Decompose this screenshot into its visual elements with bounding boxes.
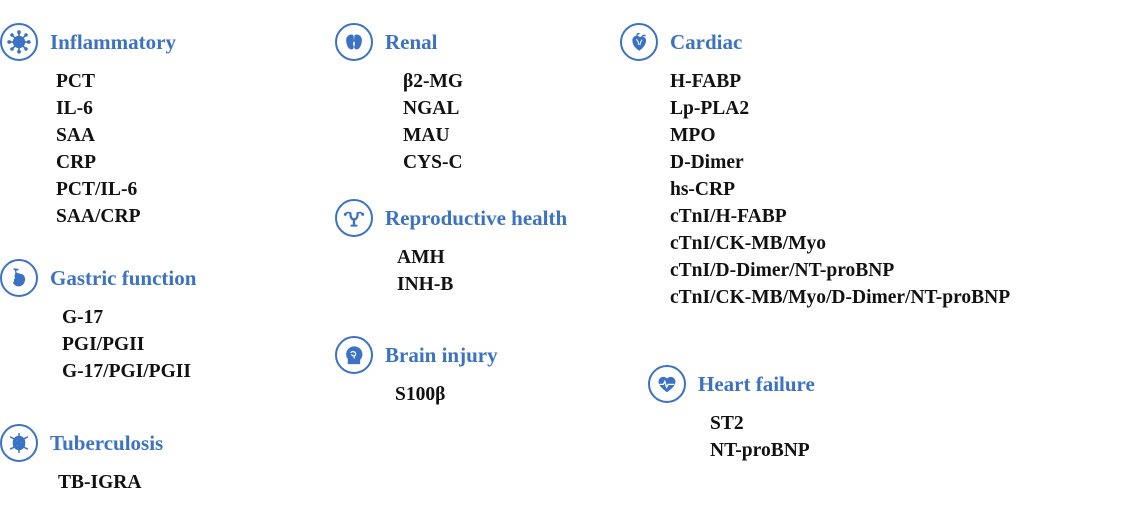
kidneys-icon <box>335 23 373 61</box>
item-list <box>0 304 196 385</box>
heart-anatomy-icon <box>620 23 658 61</box>
item-list <box>620 410 815 464</box>
list-item: G-17 <box>62 307 104 328</box>
head-brain-icon <box>335 336 373 374</box>
group-title: Reproductive health <box>385 205 568 230</box>
group-title: Cardiac <box>670 29 743 54</box>
list-item: AMH <box>397 247 445 268</box>
list-item: MAU <box>403 125 450 146</box>
list-item: IL-6 <box>56 98 93 119</box>
group-title: Heart failure <box>698 371 815 396</box>
group-title: Tuberculosis <box>50 430 164 455</box>
list-item: SAA/CRP <box>56 206 141 227</box>
bacteria-icon <box>0 424 38 462</box>
list-item: CYS-C <box>403 152 463 173</box>
group-renal <box>335 22 463 176</box>
stomach-icon <box>0 259 38 297</box>
item-list <box>0 68 176 230</box>
item-list <box>335 381 498 408</box>
list-item: MPO <box>670 125 716 146</box>
list-item: PCT/IL-6 <box>56 179 138 200</box>
list-item: S100β <box>395 384 446 405</box>
list-item: cTnI/CK-MB/Myo/D-Dimer/NT-proBNP <box>670 287 1011 308</box>
group-header <box>335 198 567 238</box>
list-item: Lp-PLA2 <box>670 98 750 119</box>
group-title: Inflammatory <box>50 29 176 54</box>
heart-ecg-icon <box>648 365 686 403</box>
list-item: NGAL <box>403 98 460 119</box>
group-reproductive-health <box>335 198 567 298</box>
list-item: cTnI/H-FABP <box>670 206 787 227</box>
group-header <box>620 364 815 404</box>
list-item: ST2 <box>710 413 744 434</box>
group-heart-failure <box>620 364 815 464</box>
group-header <box>620 22 1010 62</box>
item-list <box>335 68 463 176</box>
group-cardiac <box>620 22 1010 311</box>
list-item: TB-IGRA <box>58 472 142 493</box>
list-item: D-Dimer <box>670 152 744 173</box>
item-list <box>620 68 1010 311</box>
list-item: PCT <box>56 71 95 92</box>
item-list <box>0 469 163 496</box>
group-tuberculosis <box>0 423 163 496</box>
group-gastric-function <box>0 258 196 385</box>
group-title: Gastric function <box>50 265 197 290</box>
group-title: Brain injury <box>385 342 498 367</box>
list-item: G-17/PGI/PGII <box>62 361 191 382</box>
list-item: cTnI/CK-MB/Myo <box>670 233 826 254</box>
list-item: β2-MG <box>403 71 464 92</box>
list-item: PGI/PGII <box>62 334 145 355</box>
group-header <box>335 22 463 62</box>
list-item: INH-B <box>397 274 454 295</box>
group-inflammatory <box>0 22 176 230</box>
list-item: H-FABP <box>670 71 742 92</box>
item-list <box>335 244 567 298</box>
list-item: NT-proBNP <box>710 440 810 461</box>
group-brain-injury <box>335 335 498 408</box>
group-title: Renal <box>385 29 438 54</box>
uterus-icon <box>335 199 373 237</box>
group-header <box>0 258 196 298</box>
group-header <box>0 423 163 463</box>
list-item: cTnI/D-Dimer/NT-proBNP <box>670 260 895 281</box>
group-header <box>335 335 498 375</box>
virus-icon <box>0 23 38 61</box>
list-item: SAA <box>56 125 96 146</box>
list-item: CRP <box>56 152 97 173</box>
group-header <box>0 22 176 62</box>
list-item: hs-CRP <box>670 179 736 200</box>
